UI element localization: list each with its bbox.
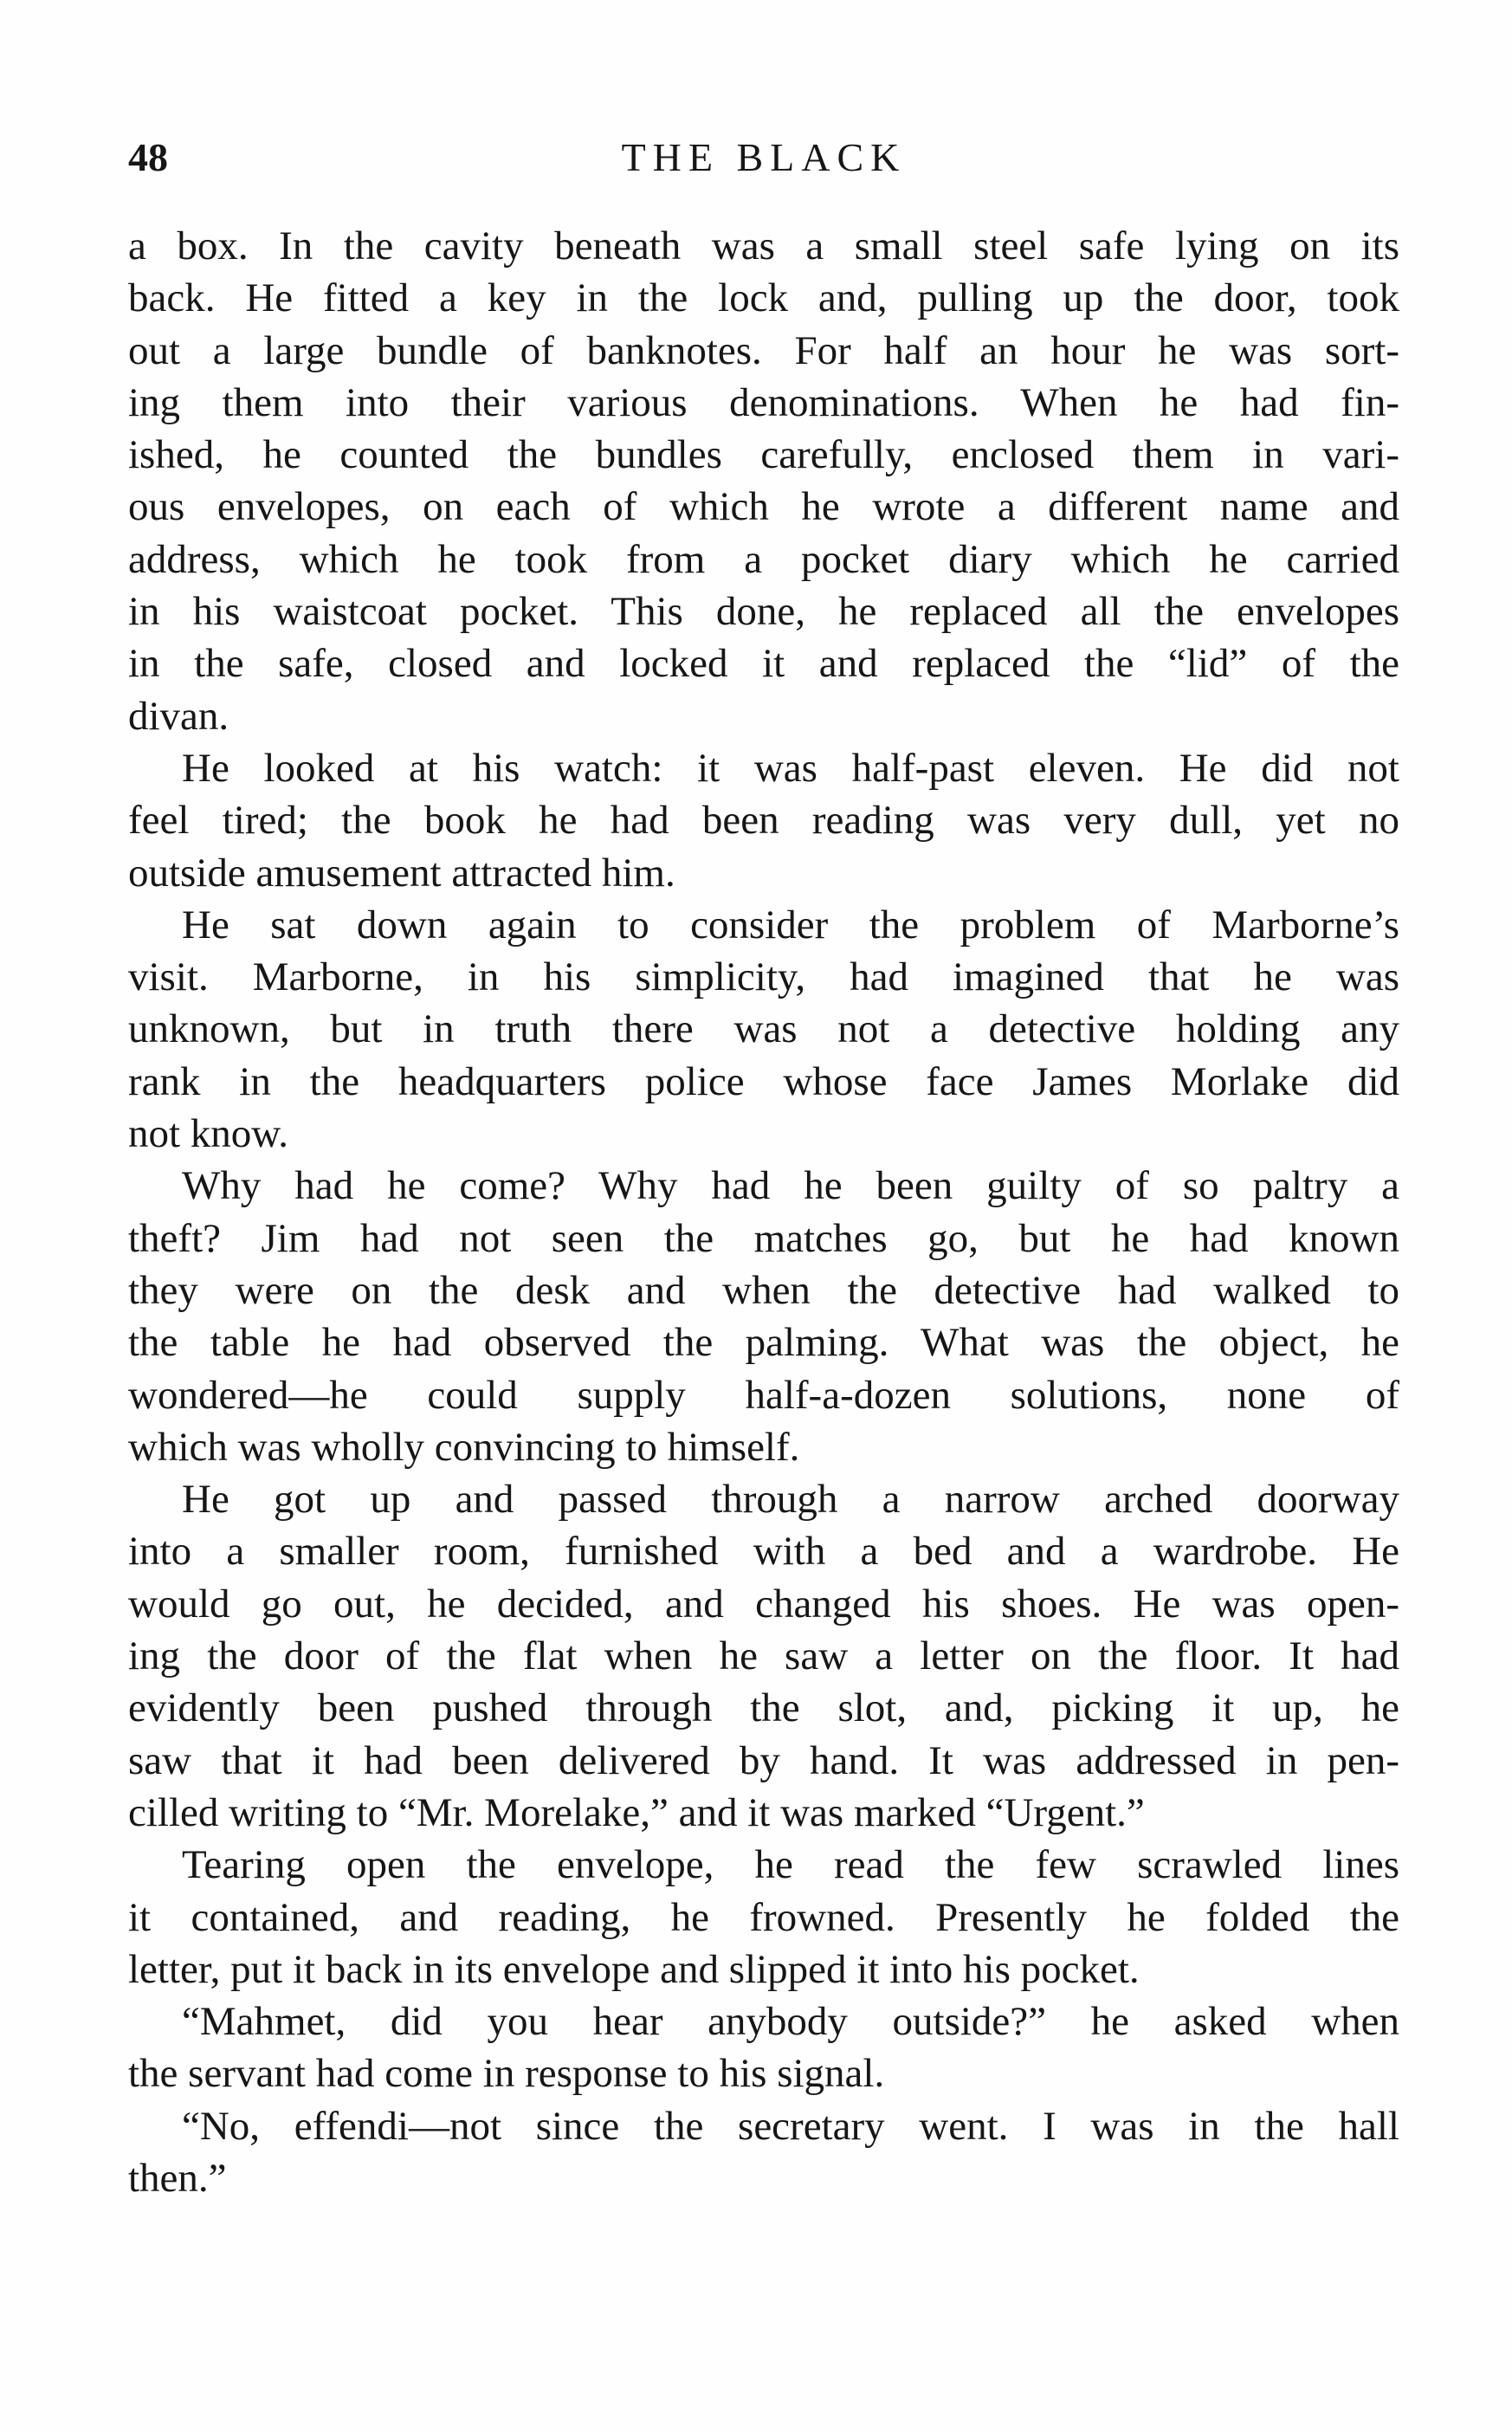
text-line: He sat down again to consider the problem of Marborne’s <box>182 902 1399 948</box>
text-line: which was wholly convincing to himself. <box>128 1424 800 1470</box>
text-line: ished, he counted the bundles carefully, enclosed them in vari- <box>128 432 1399 478</box>
text-line: out a large bundle of banknotes. For half an hour he was sort- <box>128 327 1399 373</box>
text-line: the servant had come in response to his signal. <box>128 2051 885 2097</box>
text-line: saw that it had been delivered by hand. It was addressed in pen- <box>128 1737 1399 1783</box>
text-line: theft? Jim had not seen the matches go, but he had known <box>128 1215 1399 1261</box>
text-line: the table he had observed the palming. What was the object, he <box>128 1320 1399 1366</box>
text-line: not know. <box>128 1111 288 1157</box>
text-line: they were on the desk and when the detective had walked to <box>128 1267 1399 1313</box>
text-line: “No, effendi—not since the secretary went. I was in the hall <box>182 2103 1399 2149</box>
running-title: THE BLACK <box>621 135 907 179</box>
paragraph <box>128 1995 1399 2100</box>
text-line: letter, put it back in its envelope and slipped it into his pocket. <box>128 1946 1140 1992</box>
paragraph <box>128 742 1399 899</box>
paragraph <box>128 1473 1399 1839</box>
running-head <box>128 126 1399 189</box>
text-line: Tearing open the envelope, he read the few scrawled lines <box>182 1842 1399 1888</box>
text-line: in his waistcoat pocket. This done, he replaced all the envelopes <box>128 589 1399 635</box>
text-line: back. He fitted a key in the lock and, pulling up the door, took <box>128 275 1399 321</box>
text-line: He got up and passed through a narrow arched doorway <box>182 1477 1399 1523</box>
text-line: ous envelopes, on each of which he wrote a different name and <box>128 484 1399 530</box>
text-line: it contained, and reading, he frowned. Presently he folded the <box>128 1894 1399 1940</box>
text-line: wondered—he could supply half-a-dozen solutions, none of <box>128 1372 1399 1418</box>
paragraph <box>128 1160 1399 1473</box>
paragraph <box>128 1839 1399 1995</box>
paragraph <box>128 899 1399 1160</box>
text-line: in the safe, closed and locked it and replaced the “lid” of the <box>128 641 1399 687</box>
text-line: evidently been pushed through the slot, and, picking it up, he <box>128 1685 1399 1731</box>
page-number: 48 <box>128 135 168 179</box>
body-text <box>128 220 1399 2204</box>
text-line: “Mahmet, did you hear anybody outside?” he asked when <box>182 1999 1399 2045</box>
text-line: feel tired; the book he had been reading was very dull, yet no <box>128 798 1399 844</box>
text-line: Why had he come? Why had he been guilty of so paltry a <box>182 1163 1399 1209</box>
text-line: divan. <box>128 693 229 739</box>
text-line: ing the door of the flat when he saw a letter on the floor. It had <box>128 1633 1399 1679</box>
text-line: ing them into their various denominations. When he had fin- <box>128 379 1399 425</box>
text-line: then.” <box>128 2155 227 2201</box>
text-line: outside amusement attracted him. <box>128 850 675 896</box>
text-line: would go out, he decided, and changed his shoes. He was open- <box>128 1581 1399 1627</box>
paragraph <box>128 220 1399 742</box>
text-line: a box. In the cavity beneath was a small steel safe lying on its <box>128 223 1399 268</box>
text-line: into a smaller room, furnished with a bed and a wardrobe. He <box>128 1529 1399 1575</box>
text-line: address, which he took from a pocket diary which he carried <box>128 536 1399 582</box>
text-line: He looked at his watch: it was half-past eleven. He did not <box>182 745 1399 791</box>
text-line: rank in the headquarters police whose face James Morlake did <box>128 1058 1399 1104</box>
text-line: cilled writing to “Mr. Morelake,” and it was marked “Urgent.” <box>128 1789 1145 1835</box>
text-line: visit. Marborne, in his simplicity, had imagined that he was <box>128 954 1399 1000</box>
text-line: unknown, but in truth there was not a detective holding any <box>128 1006 1399 1052</box>
paragraph <box>128 2100 1399 2205</box>
